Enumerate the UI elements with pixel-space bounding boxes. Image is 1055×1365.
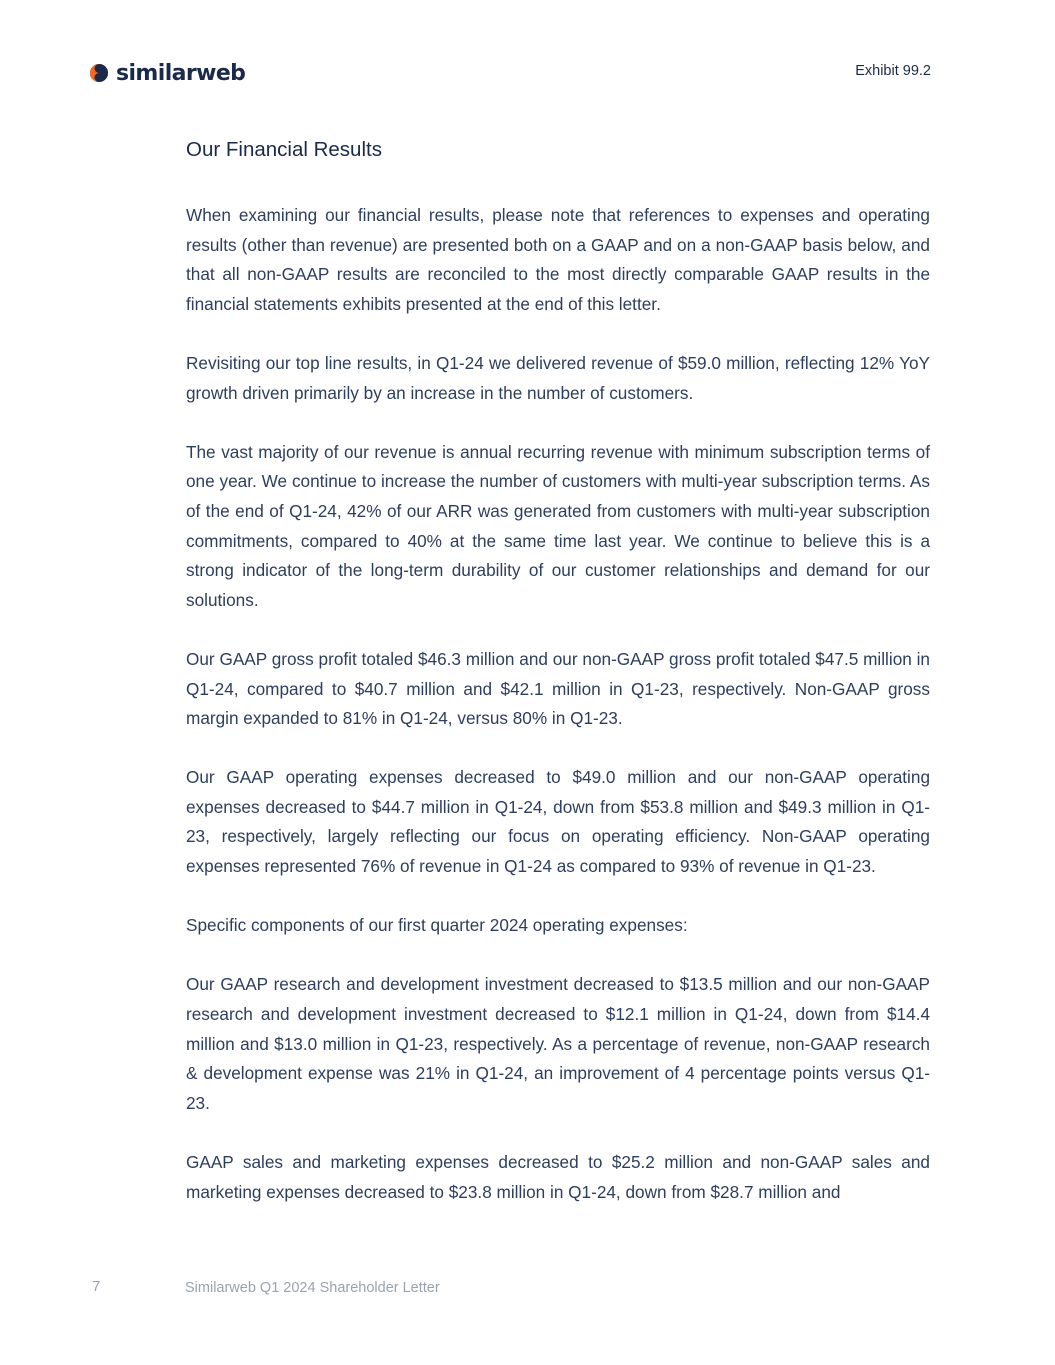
page-number: 7 <box>92 1278 101 1295</box>
section-title: Our Financial Results <box>186 138 382 161</box>
footer-document-title: Similarweb Q1 2024 Shareholder Letter <box>185 1280 440 1296</box>
paragraph-intro: When examining our financial results, please note that references to expenses and operating results (other than revenue) are presented both on a GAAP and on a non-GAAP basis below, and that all non-GAAP results are reconciled to the most directly comparable GAAP results in the financial statements exhibits presented at the end of this letter. <box>186 205 930 314</box>
paragraph-operating-expenses: Our GAAP operating expenses decreased to $49.0 million and our non-GAAP operating expenses decreased to $44.7 million in Q1-24, down from $53.8 million and $49.3 million in Q1-23, respectively, largely reflecting our focus on operating efficiency. Non-GAAP operating expenses represented 76% of revenue in Q1-24 as compared to 93% of revenue in Q1-23. <box>186 767 930 877</box>
paragraph-sales-marketing: GAAP sales and marketing expenses decreased to $25.2 million and non-GAAP sales and marketing expenses decreased to $23.8 million in Q1-24, down from $28.7 million and <box>186 1152 930 1202</box>
page-header <box>88 58 931 90</box>
paragraph-research-development: Our GAAP research and development investment decreased to $13.5 million and our non-GAAP research and development investment decreased to $12.1 million in Q1-24, down from $14.4 million and $13.0 million in Q1-23, respectively. As a percentage of revenue, non-GAAP research & development expense was 21% in Q1-24, an improvement of 4 percentage points versus Q1-23. <box>186 974 930 1113</box>
paragraph-recurring-revenue: The vast majority of our revenue is annual recurring revenue with minimum subscription terms of one year. We continue to increase the number of customers with multi-year subscription terms. As of the end of Q1-24, 42% of our ARR was generated from customers with multi-year subscription commitments, compared to 40% at the same time last year. We continue to believe this is a strong indicator of the long-term durability of our customer relationships and demand for our solutions. <box>186 441 930 610</box>
similarweb-logo-icon <box>88 62 110 84</box>
paragraph-gross-profit: Our GAAP gross profit totaled $46.3 million and our non-GAAP gross profit totaled $47.5 million in Q1-24, compared to $40.7 million and $42.1 million in Q1-23, respectively. Non-GAAP gross margin expanded to 81% in Q1-24, versus 80% in Q1-23. <box>186 648 930 729</box>
main-content <box>186 136 930 1237</box>
logo-text: similarweb <box>116 60 246 86</box>
exhibit-label: Exhibit 99.2 <box>855 63 931 79</box>
paragraph-components-intro: Specific components of our first quarter 2024 operating expenses: <box>186 915 688 936</box>
page-footer <box>0 1278 1055 1300</box>
company-logo <box>88 58 245 88</box>
paragraph-revenue: Revisiting our top line results, in Q1-24 we delivered revenue of $59.0 million, reflecting 12% YoY growth driven primarily by an increase in the number of customers. <box>186 352 930 403</box>
